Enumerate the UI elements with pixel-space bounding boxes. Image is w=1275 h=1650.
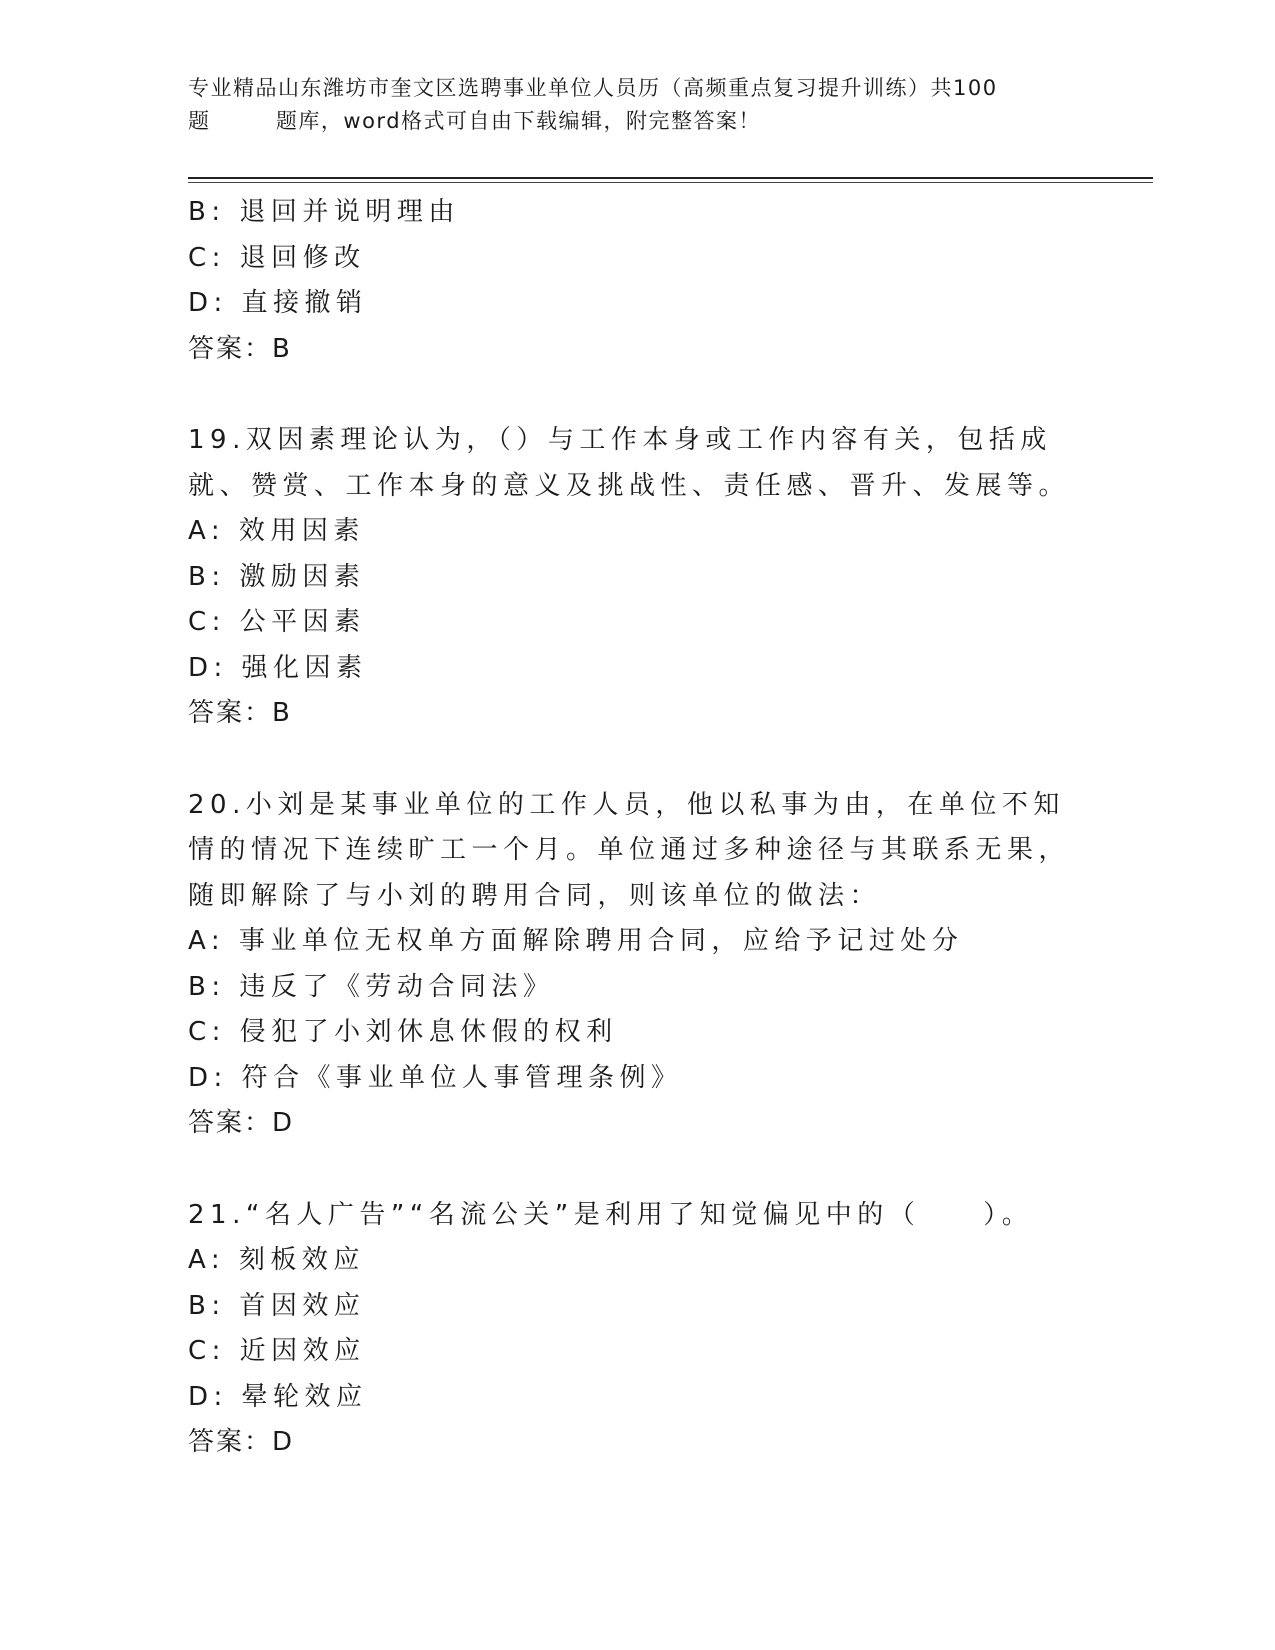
header-divider-thin	[188, 182, 1153, 183]
question-list	[188, 190, 1088, 1466]
option-a: A: 效用因素	[188, 516, 365, 546]
option-b: B: 激励因素	[188, 561, 366, 592]
spacer	[188, 1147, 1088, 1193]
answer-line: 答案：B	[188, 333, 292, 364]
option-c: C: 侵犯了小刘休息休假的权利	[188, 1017, 618, 1047]
header-title-line2: 题 题库，word格式可自由下载编辑，附完整答案！	[188, 109, 762, 133]
question-stem: 19.双因素理论认为，（）与工作本身或工作内容有关，包括成就、赞赏、工作本身的意义及挑战性、责任感、晋升、发展等。	[188, 425, 1071, 501]
question-stem: 20.小刘是某事业单位的工作人员，他以私事为由，在单位不知情的情况下连续旷工一个月。单位通过多种途径与其联系无果，随即解除了与小刘的聘用合同，则该单位的做法：	[188, 789, 1071, 911]
option-c: C: 近因效应	[188, 1336, 366, 1366]
question-block-21	[188, 1193, 1088, 1466]
question-block-20	[188, 783, 1088, 1147]
option-d: D: 强化因素	[188, 652, 368, 683]
question-block-previous	[188, 190, 1088, 372]
spacer	[188, 372, 1088, 418]
question-stem: 21.“名人广告”“名流公关”是利用了知觉偏见中的（ ）。	[188, 1199, 1034, 1230]
header-title-line1: 专业精品山东潍坊市奎文区选聘事业单位人员历（高频重点复习提升训练）共100	[188, 76, 998, 100]
question-block-19	[188, 418, 1088, 737]
answer-line: 答案：B	[188, 698, 292, 728]
answer-line: 答案：D	[188, 1427, 295, 1457]
option-d: D: 直接撤销	[188, 288, 368, 318]
option-a: A: 事业单位无权单方面解除聘用合同，应给予记过处分	[188, 926, 964, 956]
document-header	[188, 72, 1088, 138]
option-d: D: 符合《事业单位人事管理条例》	[188, 1062, 683, 1093]
option-b: B: 退回并说明理由	[188, 197, 460, 227]
answer-line: 答案：D	[188, 1108, 295, 1138]
option-a: A: 刻板效应	[188, 1245, 365, 1275]
option-c: C: 退回修改	[188, 242, 366, 273]
option-c: C: 公平因素	[188, 607, 366, 637]
header-divider-thick	[188, 177, 1153, 179]
option-b: B: 违反了《劳动合同法》	[188, 971, 555, 1002]
spacer	[188, 737, 1088, 783]
option-d: D: 晕轮效应	[188, 1381, 368, 1412]
option-b: B: 首因效应	[188, 1290, 366, 1321]
